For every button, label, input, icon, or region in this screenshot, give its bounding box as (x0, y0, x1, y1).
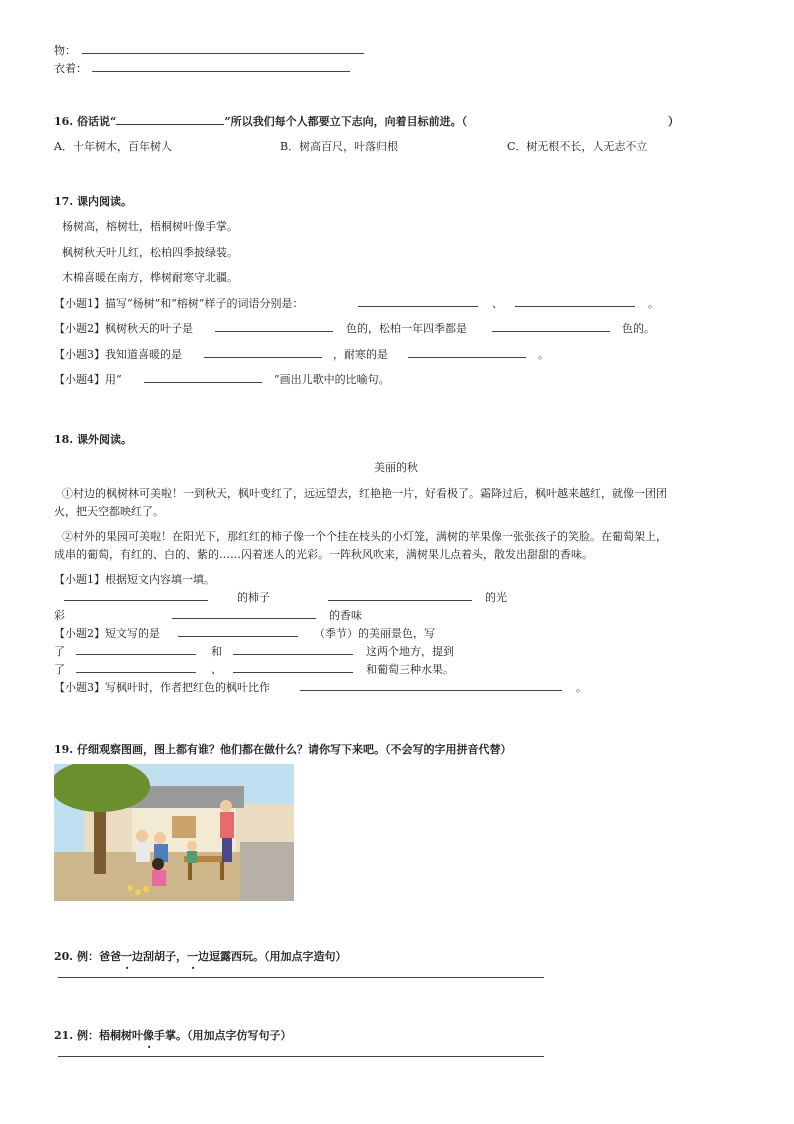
boy-body (187, 851, 197, 863)
table-leg-r (220, 862, 224, 880)
q21-answer-line[interactable] (58, 1056, 544, 1057)
window (172, 816, 196, 838)
q17-sub3-blank-2[interactable] (408, 357, 526, 358)
q17-sub1-blank-1[interactable] (358, 306, 478, 307)
mother-legs (222, 838, 232, 862)
q19-stem (54, 741, 511, 757)
q18-p1-line1: ①村边的枫树林可美啦！一到秋天，枫叶变红了，远远望去，红艳艳一片，好看极了。霜降过后，枫叶越来越红，就像一团团 (62, 487, 667, 500)
q18-sub2-le2: 了 (54, 663, 65, 676)
yizhuo-answer-line[interactable] (92, 71, 350, 72)
q18-title: 课外阅读。 (76, 433, 132, 446)
q17-sub4-end: ”画出儿歌中的比喻句。 (274, 373, 390, 386)
q18-sub1-scent: 的香味 (329, 609, 362, 622)
q17-sub3-text: 【小题3】我知道喜暖的是 (54, 348, 182, 361)
q17-sub2-blank-1[interactable] (215, 331, 333, 332)
q16-option-b[interactable]: B．树高百尺，叶落归根 (280, 140, 399, 153)
adult-1-body (136, 842, 150, 862)
q17-sub1-end: 。 (648, 297, 659, 310)
q18-sub1-cai: 彩 (54, 609, 65, 622)
q17-poem-line-1: 杨树高，榕树壮，梧桐树叶像手掌。 (62, 220, 238, 233)
q17-sub3-blank-1[interactable] (204, 357, 322, 358)
q17-poem-line-2: 枫树秋天叶儿红，松柏四季披绿装。 (62, 246, 238, 259)
q18-sub2-he: 和 (211, 645, 222, 658)
q21-text-a: 例：梧桐树叶 (76, 1029, 143, 1042)
q17-sub2-blank-2[interactable] (492, 331, 610, 332)
q18-p2-line1: ②村外的果园可美啦！在阳光下，那红红的柿子像一个个挂在枝头的小灯笼，满树的苹果像一张张孩子的笑脸。在葡萄架上， (62, 530, 667, 543)
q17-sub1-sep: 、 (492, 297, 503, 310)
q17-heading (54, 193, 132, 209)
q17-sub2-end: 色的。 (622, 322, 655, 335)
mother-head (220, 800, 232, 812)
q17-sub3-mid: ，耐寒的是 (333, 348, 388, 361)
q19-number: 19. (54, 743, 74, 756)
wu-label: 物： (54, 44, 76, 57)
q16-text-b: ”所以我们每个人都要立下志向，向着目标前进。（ (224, 115, 468, 128)
q21-number: 21. (54, 1029, 74, 1042)
q18-sub2-text: 【小题2】短文写的是 (54, 627, 160, 640)
q16-option-a[interactable]: A．十年树木，百年树人 (54, 140, 172, 153)
q18-p2-line2: 成串的葡萄，有红的、白的、紫的……闪着迷人的光彩。一阵秋风吹来，满树果儿点着头，散发出甜甜的香味。 (54, 548, 593, 561)
q20-text-b: 刮胡子， (142, 950, 187, 963)
q18-sub2-blank-season[interactable] (178, 636, 298, 637)
q17-sub4-text: 【小题4】用“ (54, 373, 122, 386)
q16-text-a: 俗话说“ (76, 115, 117, 128)
q21-dotted-word: 像 (142, 1029, 154, 1042)
q18-sub3-text: 【小题3】写枫叶时，作者把红色的枫叶比作 (54, 681, 270, 694)
q18-sub1-blank-1[interactable] (64, 600, 208, 601)
q17-sub1-text: 【小题1】描写“杨树”和“榕树”样子的词语分别是： (54, 297, 304, 310)
q17-sub1-blank-2[interactable] (515, 306, 635, 307)
chick-3 (143, 886, 149, 892)
q20-number: 20. (54, 950, 74, 963)
q20-stem (54, 948, 346, 964)
q18-sub2-blank-fruit-2[interactable] (233, 672, 353, 673)
q18-passage-title: 美丽的秋 (374, 461, 418, 474)
q18-sub2-le1: 了 (54, 645, 65, 658)
q18-sub1-text: 【小题1】根据短文内容填一填。 (54, 573, 215, 586)
q20-dotted-word-1: 一边 (120, 950, 143, 963)
chick-2 (135, 889, 141, 895)
q17-sub2-text: 【小题2】枫树秋天的叶子是 (54, 322, 193, 335)
q18-sub2-three: 和葡萄三种水果。 (366, 663, 454, 676)
q18-sub3-end: 。 (576, 681, 587, 694)
q20-text-a: 例：爸爸 (76, 950, 121, 963)
q16-option-c[interactable]: C．树无根不长，人无志不立 (507, 140, 648, 153)
q20-text-c: 逗露西玩。（用加点字造句） (208, 950, 347, 963)
q18-sub1-blank-3[interactable] (172, 618, 316, 619)
q20-answer-line[interactable] (58, 977, 544, 978)
q18-heading (54, 431, 132, 447)
q18-sub2-blank-place-2[interactable] (233, 654, 353, 655)
brick-wall (240, 842, 294, 901)
girl-head (152, 858, 164, 870)
q17-poem-line-3: 木棉喜暖在南方，桦树耐寒守北疆。 (62, 271, 238, 284)
mother-body (220, 812, 234, 838)
q19-text: 仔细观察图画，图上都有谁？他们都在做什么？请你写下来吧。（不会写的字用拼音代替） (76, 743, 512, 756)
q17-title: 课内阅读。 (76, 195, 132, 208)
q18-sub2-blank-place-1[interactable] (76, 654, 196, 655)
q16-number: 16. (54, 115, 74, 128)
table-leg-l (188, 862, 192, 880)
q18-sub1-blank-2[interactable] (328, 600, 472, 601)
q18-sub2-two: 这两个地方，提到 (366, 645, 454, 658)
q18-sub3-blank[interactable] (300, 690, 562, 691)
q18-sub2-blank-fruit-1[interactable] (76, 672, 196, 673)
girl-body (152, 870, 166, 886)
q21-stem (54, 1027, 291, 1043)
q17-sub2-mid: 色的，松柏一年四季都是 (346, 322, 467, 335)
adult-2-head (154, 832, 166, 844)
adult-1-head (136, 830, 148, 842)
q18-number: 18. (54, 433, 74, 446)
q18-sub2-mid: （季节）的美丽景色，写 (314, 627, 435, 640)
yizhuo-label: 衣着： (54, 62, 87, 75)
q17-sub4-blank[interactable] (144, 382, 262, 383)
q18-sub2-dun: 、 (211, 663, 222, 676)
boy-head (187, 841, 197, 851)
q19-illustration (54, 764, 294, 901)
q17-number: 17. (54, 195, 74, 208)
q16-blank[interactable] (116, 113, 224, 125)
q18-p1-line2: 火，把天空都映红了。 (54, 505, 164, 518)
q17-sub3-end: 。 (538, 348, 549, 361)
wu-answer-line[interactable] (82, 53, 364, 54)
q20-dotted-word-2: 一边 (186, 950, 209, 963)
q18-sub1-persimmon: 的柿子 (237, 591, 270, 604)
q16-close-paren: ） (668, 115, 679, 128)
q16-stem (54, 113, 467, 129)
q18-sub1-light: 的光 (485, 591, 507, 604)
chick-1 (127, 885, 133, 891)
q21-text-b: 手掌。（用加点字仿写句子） (153, 1029, 292, 1042)
